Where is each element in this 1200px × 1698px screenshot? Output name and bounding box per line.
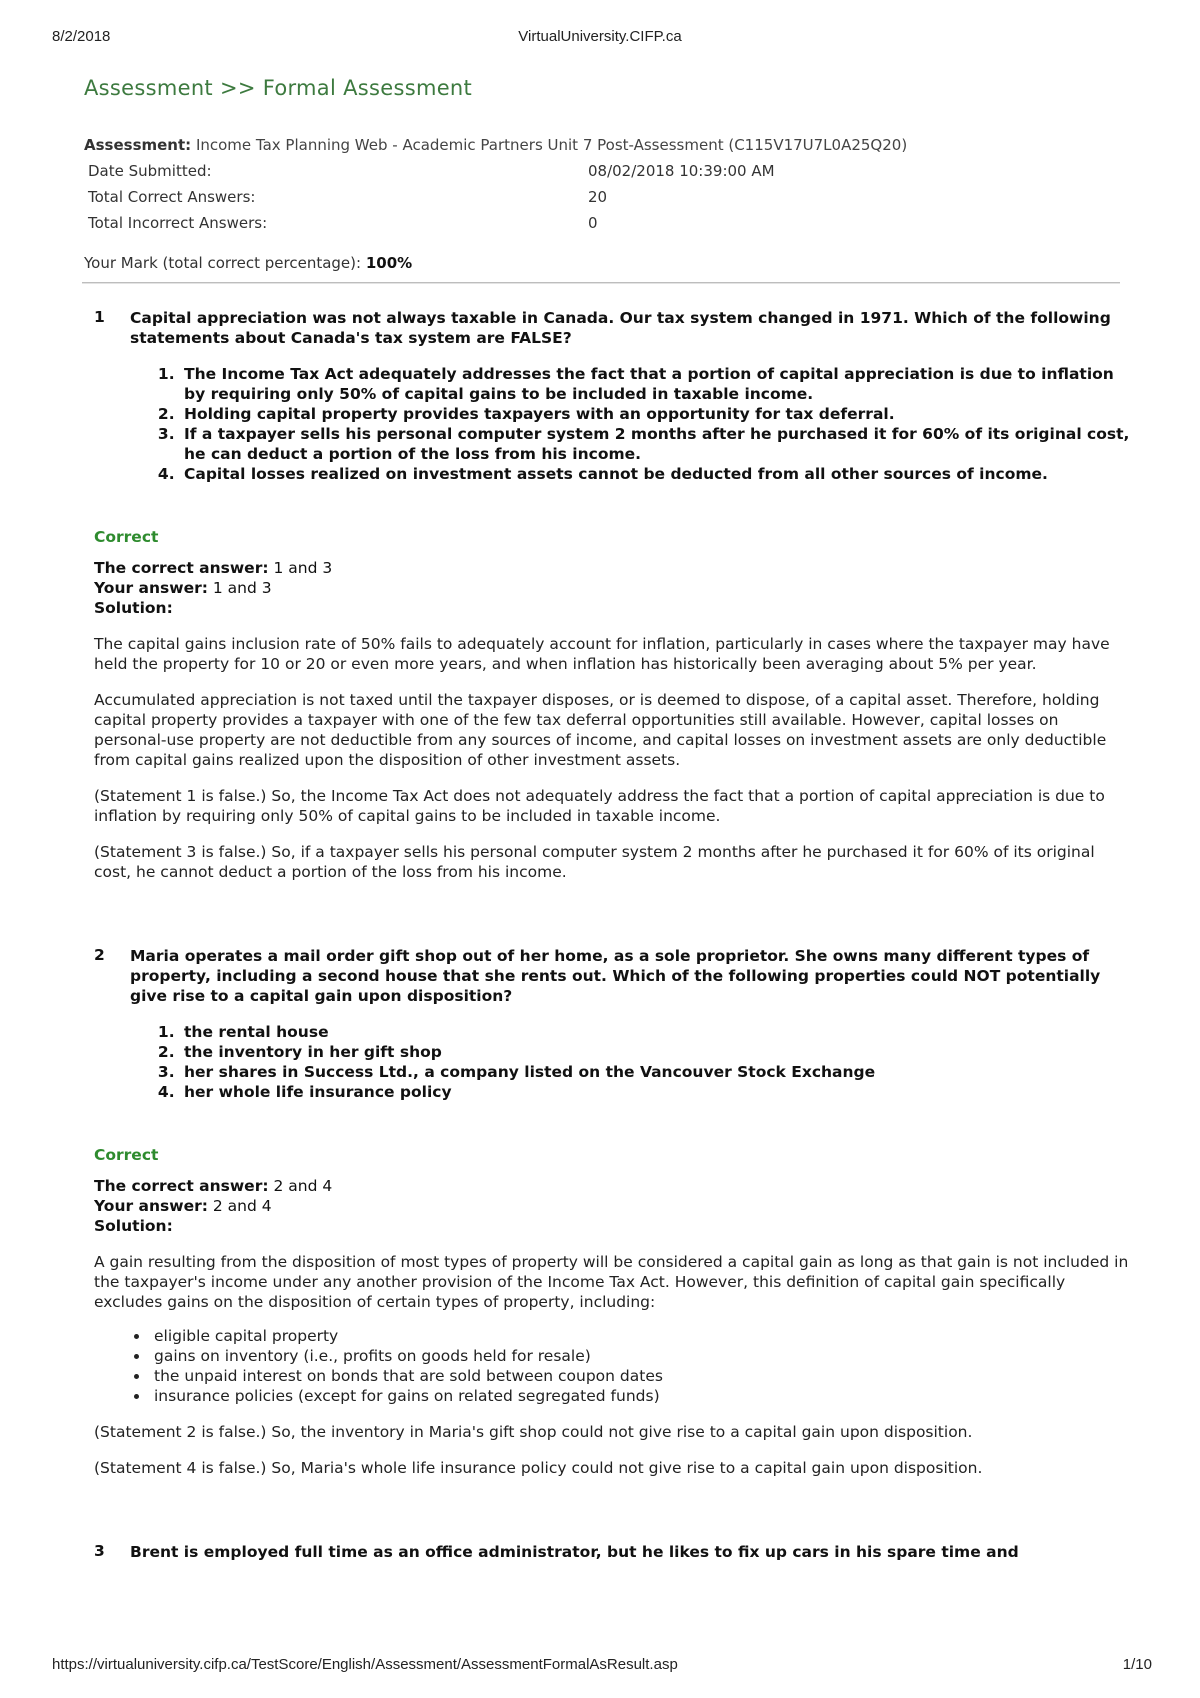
list-item: • the unpaid interest on bonds that are sold between coupon dates — [150, 1366, 1130, 1386]
summary-value: 0 — [588, 214, 598, 232]
verdict-badge: Correct — [94, 528, 159, 546]
question-1-answers — [94, 558, 1130, 618]
question-2 — [94, 946, 1130, 1006]
option: 2. the inventory in her gift shop — [180, 1042, 1130, 1062]
question-1-options — [180, 364, 1130, 484]
summary-key: Total Incorrect Answers: — [88, 214, 268, 232]
total-mark — [84, 254, 1130, 272]
your-answer-value: 2 and 4 — [212, 1197, 272, 1215]
question-number: 2 — [94, 946, 105, 964]
exclusion-list — [150, 1326, 1130, 1406]
assessment-title — [84, 136, 1130, 154]
print-url: https://virtualuniversity.cifp.ca/TestScore/English/Assessment/AssessmentFormalAsResult.asp — [52, 1656, 678, 1673]
solution-paragraph: (Statement 4 is false.) So, Maria's whole life insurance policy could not give rise to a capital gain upon disposition. — [94, 1459, 983, 1477]
correct-answer-label: The correct answer: — [94, 1177, 269, 1195]
list-item: • eligible capital property — [150, 1326, 1130, 1346]
solution-label: Solution: — [94, 599, 173, 617]
question-number: 1 — [94, 308, 105, 326]
solution-paragraph: The capital gains inclusion rate of 50% fails to adequately account for inflation, particularly in cases where the taxpayer may have held the property for 10 or 20 or even more years, and when inflation has historically been averaging about 5% per year. — [94, 635, 1110, 673]
summary-row-date — [84, 160, 779, 186]
question-1 — [94, 308, 1130, 348]
mark-label: Your Mark (total correct percentage): — [84, 254, 362, 272]
question-number: 3 — [94, 1542, 105, 1560]
print-header — [0, 28, 1200, 50]
option: 3. her shares in Success Ltd., a company listed on the Vancouver Stock Exchange — [180, 1062, 1130, 1082]
option: 1. The Income Tax Act adequately addresses the fact that a portion of capital appreciation is due to inflation by requiring only 50% of capital gains to be included in taxable income. — [180, 364, 1130, 404]
summary-key: Total Correct Answers: — [88, 188, 256, 206]
correct-answer-value: 2 and 4 — [273, 1177, 333, 1195]
summary-row-incorrect — [84, 212, 779, 238]
correct-answer-label: The correct answer: — [94, 559, 269, 577]
summary-value: 20 — [588, 188, 608, 206]
solution-paragraph: (Statement 3 is false.) So, if a taxpayer sells his personal computer system 2 months after he purchased it for 60% of its original cost, he cannot deduct a portion of the loss from his income. — [94, 843, 1095, 881]
assessment-name: Income Tax Planning Web - Academic Partners Unit 7 Post-Assessment (C115V17U7L0A25Q20) — [195, 136, 908, 154]
print-date: 8/2/2018 — [52, 28, 111, 45]
your-answer-label: Your answer: — [94, 579, 208, 597]
solution-paragraph: A gain resulting from the disposition of most types of property will be considered a capital gain as long as that gain is not included in the taxpayer's income under any another provision of the Income Tax Act. However, this definition of capital gain specifically excludes gains on the disposition of certain types of property, including: — [94, 1253, 1129, 1311]
option: 4. her whole life insurance policy — [180, 1082, 1130, 1102]
summary-key: Date Submitted: — [88, 162, 212, 180]
question-2-options — [180, 1022, 1130, 1102]
solution-paragraph: (Statement 2 is false.) So, the inventory in Maria's gift shop could not give rise to a capital gain upon disposition. — [94, 1423, 973, 1441]
print-page-number: 1/10 — [1122, 1656, 1152, 1673]
question-3 — [94, 1542, 1130, 1562]
summary-value: 08/02/2018 10:39:00 AM — [588, 162, 775, 180]
divider — [82, 282, 1120, 284]
assessment-label: Assessment: — [84, 136, 192, 154]
question-text: Capital appreciation was not always taxable in Canada. Our tax system changed in 1971. Which of the following statements about Canada's tax system are FALSE? — [130, 309, 1111, 347]
question-text: Brent is employed full time as an office administrator, but he likes to fix up cars in his spare time and — [130, 1543, 1019, 1561]
verdict-badge: Correct — [94, 1146, 159, 1164]
question-2-answers — [94, 1176, 1130, 1236]
your-answer-value: 1 and 3 — [212, 579, 272, 597]
mark-value: 100% — [365, 254, 413, 272]
solution-paragraph: (Statement 1 is false.) So, the Income Tax Act does not adequately address the fact that a portion of capital appreciation is due to inflation by requiring only 50% of capital gains to be included in taxable income. — [94, 787, 1105, 825]
option: 1. the rental house — [180, 1022, 1130, 1042]
option: 4. Capital losses realized on investment assets cannot be deducted from all other sources of income. — [180, 464, 1130, 484]
summary-table — [84, 160, 779, 238]
solution-paragraph: Accumulated appreciation is not taxed until the taxpayer disposes, or is deemed to dispose, of a capital asset. Therefore, holding capital property provides a taxpayer with one of the few tax deferral opportunities still available. However, capital losses on personal-use property are not deductible from any sources of income, and capital losses on investment assets are only deductible from capital gains realized upon the disposition of other investment assets. — [94, 691, 1107, 769]
print-site-title: VirtualUniversity.CIFP.ca — [518, 28, 682, 45]
breadcrumb: Assessment >> Formal Assessment — [84, 76, 473, 100]
list-item: • insurance policies (except for gains on related segregated funds) — [150, 1386, 1130, 1406]
option: 2. Holding capital property provides taxpayers with an opportunity for tax deferral. — [180, 404, 1130, 424]
print-footer — [0, 1656, 1200, 1678]
assessment-result-page — [84, 76, 1130, 1562]
list-item: • gains on inventory (i.e., profits on goods held for resale) — [150, 1346, 1130, 1366]
option: 3. If a taxpayer sells his personal computer system 2 months after he purchased it for 60% of its original cost, he can deduct a portion of the loss from his income. — [180, 424, 1130, 464]
question-text: Maria operates a mail order gift shop out of her home, as a sole proprietor. She owns many different types of property, including a second house that she rents out. Which of the following properties could NOT potentially give rise to a capital gain upon disposition? — [130, 947, 1101, 1005]
summary-row-correct — [84, 186, 779, 212]
your-answer-label: Your answer: — [94, 1197, 208, 1215]
solution-label: Solution: — [94, 1217, 173, 1235]
correct-answer-value: 1 and 3 — [273, 559, 333, 577]
